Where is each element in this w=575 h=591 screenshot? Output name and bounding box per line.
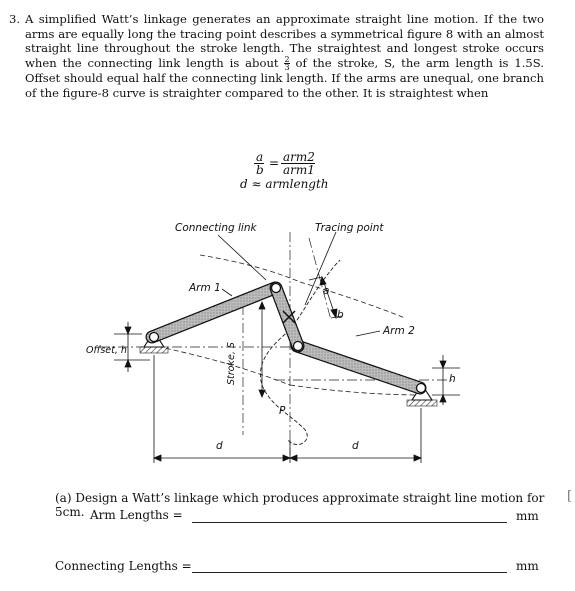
label-h: h	[449, 373, 456, 385]
arm-2-leader	[356, 331, 380, 336]
label-arm-2: Arm 2	[383, 325, 415, 337]
tracing-point-leader	[305, 232, 336, 305]
formula-equals: =	[269, 156, 280, 170]
problem-text-part1: A simplified Watt’s linkage generates an approximate straight line motion. If the two arms are equally long the tracing point describes a symmetrical figure 8 with an almost straight line throughout the stroke length. The straightest and longest stroke occurs when the connecting link length is about	[25, 12, 544, 70]
problem-number: 3.	[9, 12, 21, 26]
connecting-link-leader	[218, 235, 266, 280]
stroke-s-dimension	[259, 302, 265, 397]
arm-lengths-label: Arm Lengths =	[90, 508, 183, 522]
label-tracing-point: Tracing point	[315, 222, 384, 234]
label-p: P	[279, 405, 286, 417]
connecting-lengths-answer-field[interactable]	[192, 572, 507, 573]
problem-text-part2: of the stroke, S, the arm length is 1.5S. Offset should equal half the connecting link length. If the arms are unequal, one branch of the figure-8 curve is straighter compared to the other. It is straightest when	[25, 55, 545, 100]
arm-1-leader	[222, 289, 232, 296]
label-offset-h: Offset, h	[86, 345, 127, 356]
fraction-denominator: 3	[284, 63, 290, 73]
formula-d-approx: d ≈ armlength	[240, 177, 329, 191]
arm-1-link	[152, 288, 275, 337]
label-connecting-link: Connecting link	[175, 222, 257, 234]
fraction-numerator: 2	[284, 55, 290, 65]
formula-b: b	[256, 163, 264, 177]
label-a: a	[323, 285, 330, 297]
part-a-question: (a) Design a Watt’s linkage which produces approximate straight line motion for 5cm.	[55, 491, 545, 519]
label-stroke-s: Stroke, S	[226, 342, 237, 385]
connecting-link	[276, 288, 298, 346]
label-b: b	[337, 309, 344, 321]
arm-lengths-answer-field[interactable]	[192, 522, 507, 523]
label-arm-1: Arm 1	[189, 282, 221, 294]
label-d-left: d	[216, 440, 223, 452]
label-d-right: d	[352, 440, 359, 452]
connecting-lengths-label: Connecting Lengths =	[55, 559, 192, 573]
formula-a: a	[256, 150, 264, 164]
connecting-lengths-unit: mm	[516, 559, 539, 573]
formula-arm1: arm1	[283, 163, 315, 177]
side-bracket-mark: [	[567, 489, 573, 504]
arm-lengths-unit: mm	[516, 509, 539, 523]
arm-2-link	[297, 346, 420, 388]
formula-arm2: arm2	[283, 150, 315, 164]
